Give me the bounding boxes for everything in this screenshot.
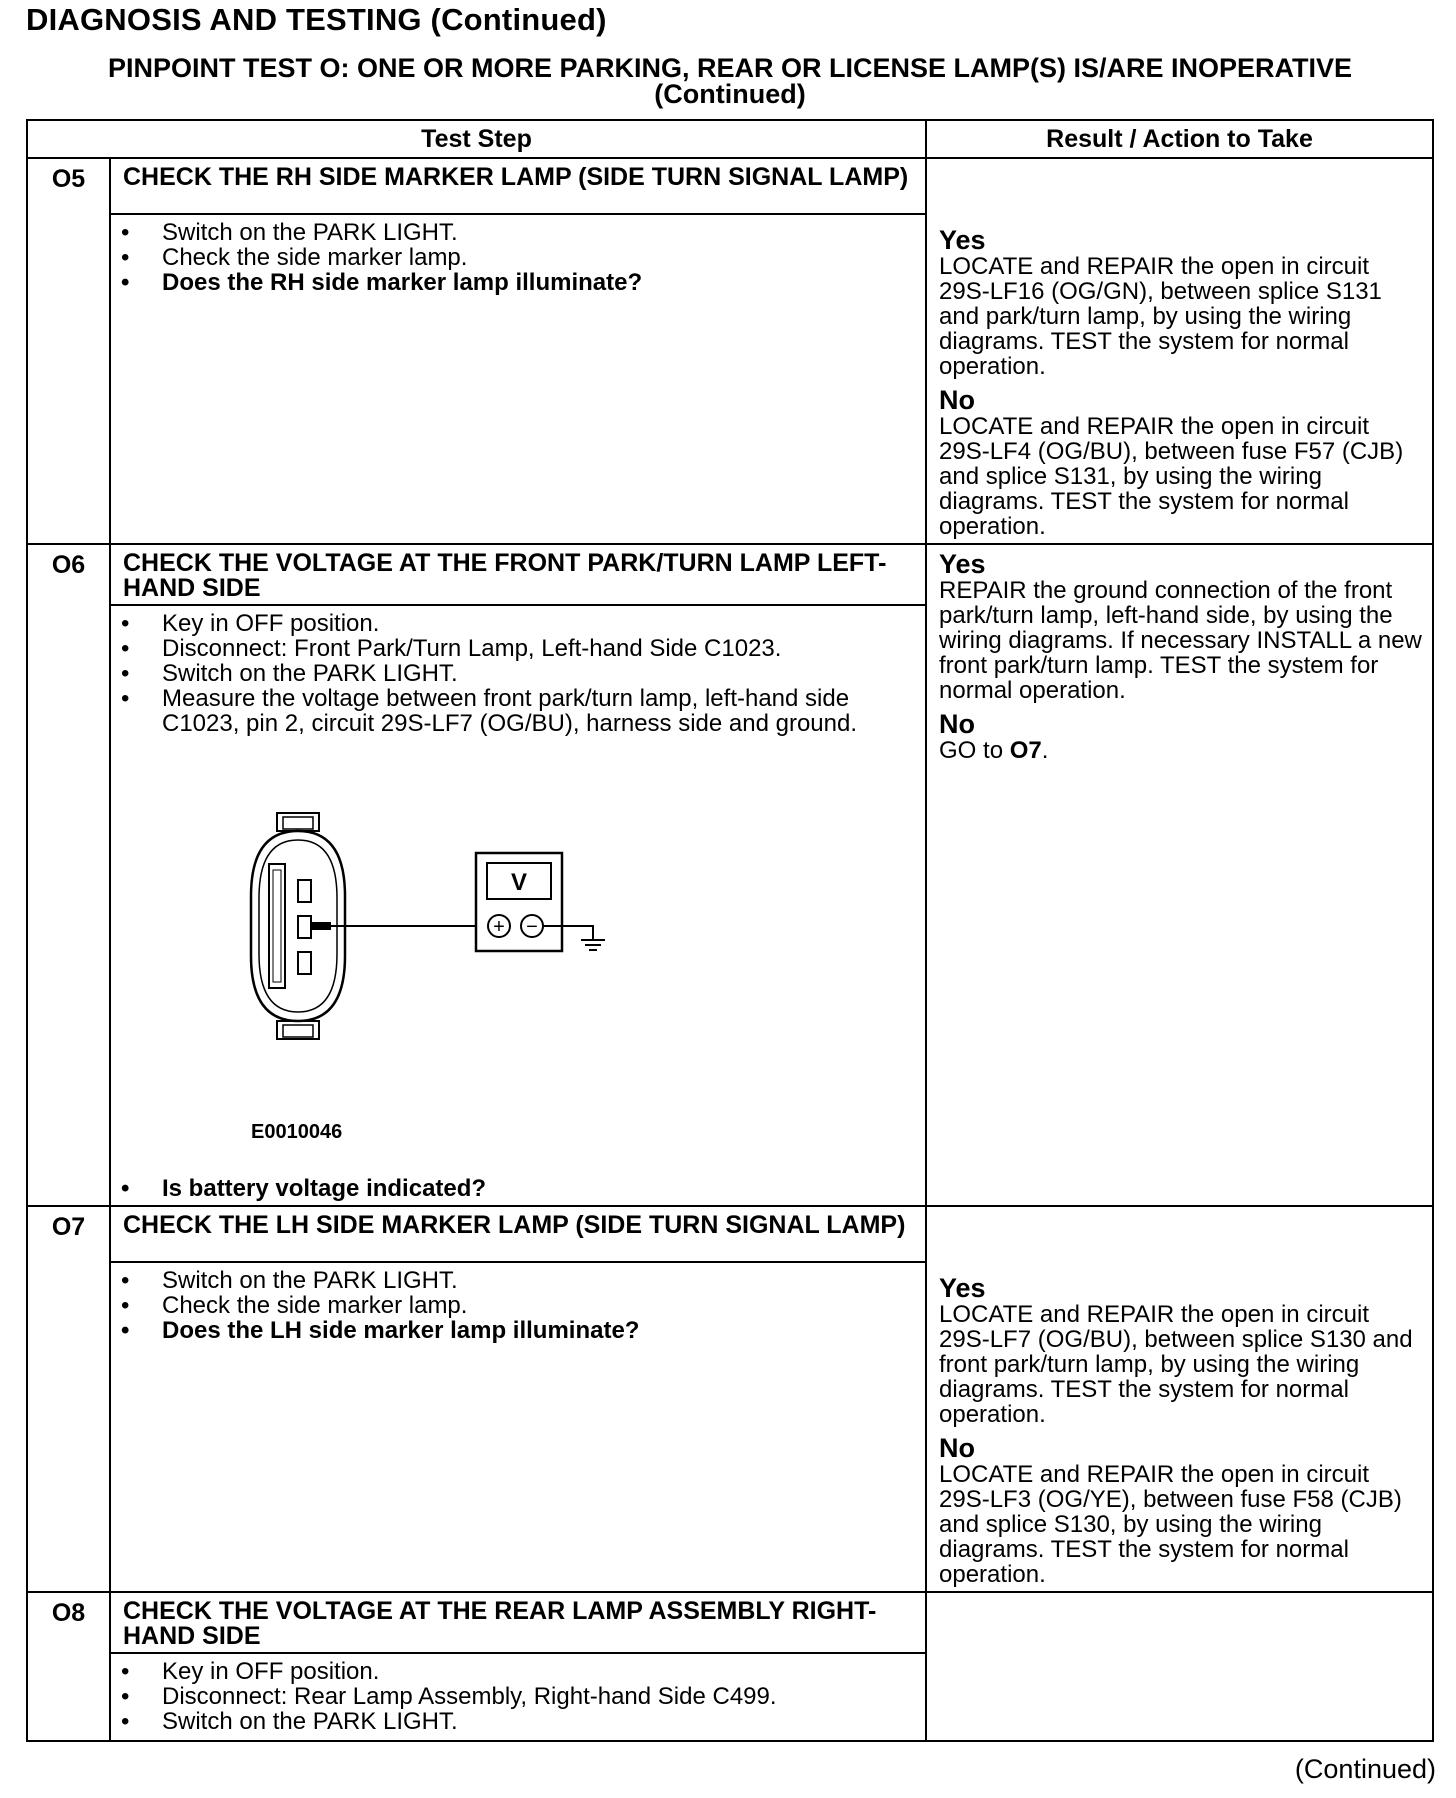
instruction-item: • Switch on the PARK LIGHT.	[121, 1709, 915, 1734]
pinpoint-test-title-line2: (Continued)	[654, 79, 806, 109]
instruction-item: • Disconnect: Rear Lamp Assembly, Right-hand Side C499.	[121, 1684, 915, 1709]
result-cell-o6	[926, 544, 1433, 1206]
instruction-item: • Disconnect: Front Park/Turn Lamp, Left-hand Side C1023.	[121, 636, 915, 661]
instruction-list	[121, 1268, 915, 1343]
step-o8-title-row	[27, 1592, 1433, 1653]
step-number-o8: O8	[27, 1592, 110, 1741]
result-yes-text: LOCATE and REPAIR the open in circuit 29S-LF16 (OG/GN), between splice S131 and park/turn lamp, by using the wiring diagrams. TEST the system for normal operation.	[939, 253, 1382, 380]
page-title: DIAGNOSIS AND TESTING (Continued)	[26, 2, 607, 37]
result-yes-label: Yes	[939, 225, 986, 255]
step-question: • Is battery voltage indicated?	[121, 1176, 915, 1201]
step-body-o6	[110, 605, 926, 1206]
step-number-o5: O5	[27, 158, 110, 544]
result-yes-text: REPAIR the ground connection of the front park/turn lamp, left-hand side, by using the wiring diagrams. If necessary INSTALL a new front park/turn lamp. TEST the system for normal operation.	[939, 577, 1422, 704]
step-number-o7: O7	[27, 1206, 110, 1592]
step-title-o7: CHECK THE LH SIDE MARKER LAMP (SIDE TURN SIGNAL LAMP)	[110, 1206, 926, 1262]
probe-tip	[311, 922, 331, 930]
connector-pin-2	[298, 916, 311, 938]
result-yes-text: LOCATE and REPAIR the open in circuit 29S-LF7 (OG/BU), between splice S130 and front park/turn lamp, by using the wiring diagrams. TEST the system for normal operation.	[939, 1301, 1413, 1428]
instruction-item: • Switch on the PARK LIGHT.	[121, 220, 915, 245]
goto-prefix: GO to	[939, 737, 1010, 764]
instruction-item: • Switch on the PARK LIGHT.	[121, 1268, 915, 1293]
result-no-text: LOCATE and REPAIR the open in circuit 29S-LF3 (OG/YE), between fuse F58 (CJB) and splice S130, by using the wiring diagrams. TEST the system for normal operation.	[939, 1461, 1402, 1588]
step-o7-title-row	[27, 1206, 1433, 1262]
plus-symbol: +	[493, 916, 505, 938]
result-no-text: LOCATE and REPAIR the open in circuit 29S-LF4 (OG/BU), between fuse F57 (CJB) and splice S131, by using the wiring diagrams. TEST the system for normal operation.	[939, 413, 1404, 540]
instruction-list	[121, 611, 915, 736]
result-no-text	[939, 738, 1426, 763]
voltmeter-label: V	[510, 869, 528, 896]
instruction-item: • Measure the voltage between front park/turn lamp, left-hand side C1023, pin 2, circuit 29S-LF7 (OG/BU), harness side and ground.	[121, 686, 915, 736]
goto-suffix: .	[1041, 737, 1049, 764]
step-title-o6: CHECK THE VOLTAGE AT THE FRONT PARK/TURN LAMP LEFT-HAND SIDE	[110, 544, 926, 605]
step-question: • Does the LH side marker lamp illuminate?	[121, 1318, 915, 1343]
table-header-row	[27, 120, 1433, 158]
step-title-o8: CHECK THE VOLTAGE AT THE REAR LAMP ASSEMBLY RIGHT-HAND SIDE	[110, 1592, 926, 1653]
result-yes-label: Yes	[939, 549, 986, 579]
instruction-list	[121, 1176, 915, 1201]
instruction-item: • Check the side marker lamp.	[121, 1293, 915, 1318]
connector-latch-inner	[273, 870, 281, 982]
column-header-result: Result / Action to Take	[926, 120, 1433, 158]
step-body-o5	[110, 214, 926, 544]
step-body-o8	[110, 1653, 926, 1741]
step-o6-title-row	[27, 544, 1433, 605]
instruction-item: • Key in OFF position.	[121, 1659, 915, 1684]
result-cell-o8	[926, 1592, 1433, 1741]
step-o5-title-row	[27, 158, 1433, 214]
step-title-o5: CHECK THE RH SIDE MARKER LAMP (SIDE TURN SIGNAL LAMP)	[110, 158, 926, 214]
result-no-label: No	[939, 709, 976, 739]
result-no-label: No	[939, 1433, 976, 1463]
result-yes-label: Yes	[939, 1273, 986, 1303]
instruction-item: • Key in OFF position.	[121, 611, 915, 636]
result-cell-o5	[926, 158, 1433, 544]
minus-symbol: −	[526, 916, 538, 938]
connector-pin-1	[298, 880, 311, 902]
connector-top-tab-inner	[283, 817, 313, 829]
connector-voltage-diagram	[121, 736, 915, 1176]
connector-pin-3	[298, 952, 311, 974]
result-no-label: No	[939, 385, 976, 415]
figure-id: E0010046	[251, 1121, 343, 1143]
instruction-list	[121, 1659, 915, 1734]
goto-step-link[interactable]: O7	[1009, 737, 1042, 764]
column-header-test-step: Test Step	[27, 120, 926, 158]
step-body-o7	[110, 1262, 926, 1592]
pinpoint-test-table	[26, 119, 1434, 1742]
step-question: • Does the RH side marker lamp illuminate?	[121, 270, 915, 295]
step-number-o6: O6	[27, 544, 110, 1206]
instruction-item: • Check the side marker lamp.	[121, 245, 915, 270]
diagram-svg	[121, 736, 921, 1116]
pinpoint-test-title	[40, 55, 1420, 107]
pinpoint-test-title-line1: PINPOINT TEST O: ONE OR MORE PARKING, REAR OR LICENSE LAMP(S) IS/ARE INOPERATIVE	[107, 53, 1353, 83]
connector-bottom-tab-inner	[283, 1025, 313, 1037]
instruction-list	[121, 220, 915, 295]
result-cell-o7	[926, 1206, 1433, 1592]
footer-continued: (Continued)	[1294, 1754, 1436, 1784]
instruction-item: • Switch on the PARK LIGHT.	[121, 661, 915, 686]
